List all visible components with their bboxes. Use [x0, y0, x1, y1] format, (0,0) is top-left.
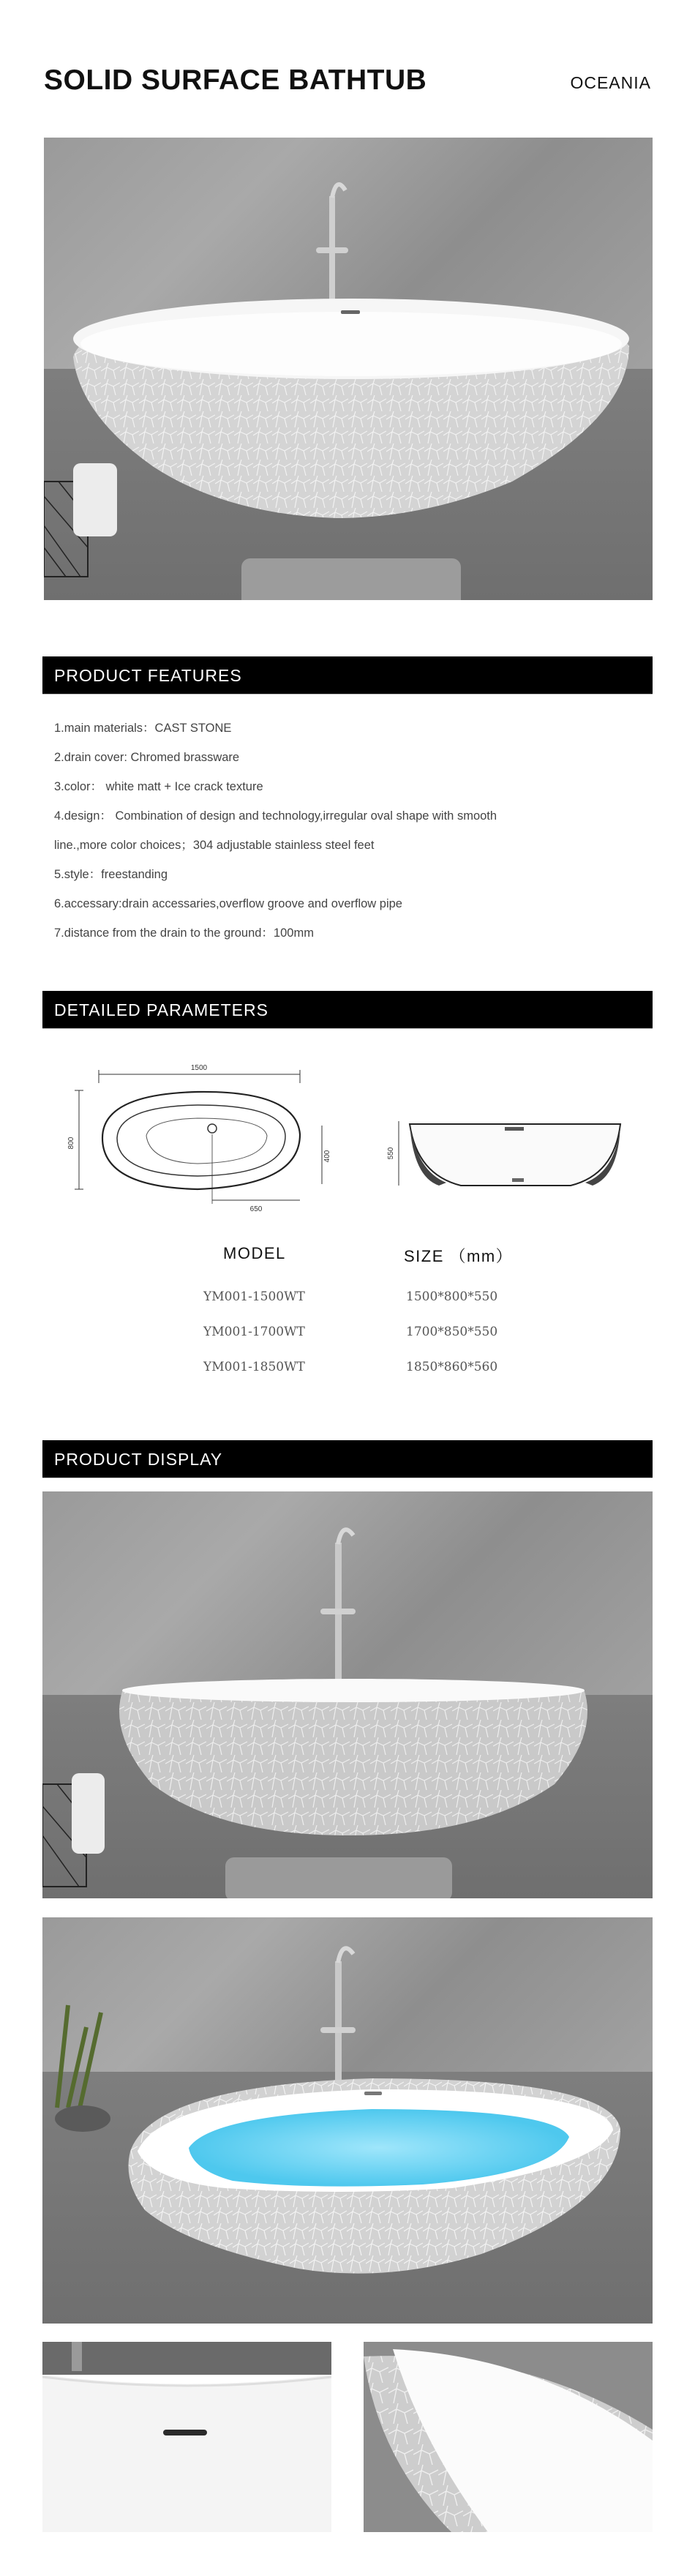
bathtub-illustration: [42, 1917, 653, 2324]
features-list: [54, 714, 497, 948]
display-photo-front: [42, 1491, 653, 1898]
feature-item: 7.distance from the drain to the ground：100mm: [54, 926, 314, 940]
table-cell-model: YM001-1700WT: [203, 1325, 305, 1339]
texture-detail-illustration: [364, 2342, 653, 2532]
table-cell-model: YM001-1850WT: [203, 1360, 305, 1374]
brand-name: OCEANIA: [570, 73, 651, 92]
detail-photo-overflow: [42, 2342, 331, 2532]
section-bar-parameters: [42, 991, 653, 1029]
table-cell-model: YM001-1500WT: [203, 1289, 305, 1304]
feature-item: 3.color： white matt + Ice crack texture: [54, 780, 263, 793]
feature-item: 1.main materials：CAST STONE: [54, 722, 232, 735]
display-photo-angle: [42, 1917, 653, 2324]
section-divider: [42, 1028, 653, 1029]
feature-item: 5.style：freestanding: [54, 868, 168, 881]
table-cell-size: 1850*860*560: [406, 1360, 498, 1374]
top-view-drawing: [67, 1064, 331, 1213]
section-title-parameters: DETAILED PARAMETERS: [54, 1000, 268, 1019]
section-title-display: PRODUCT DISPLAY: [54, 1450, 223, 1469]
section-bar-display: [42, 1440, 653, 1478]
detail-photo-texture: [364, 2342, 653, 2532]
bathtub-illustration: [42, 1491, 653, 1898]
dimension-inner: 400: [323, 1150, 331, 1163]
dimension-width: 800: [67, 1137, 75, 1150]
dimension-length: 1500: [190, 1064, 208, 1072]
page-title: SOLID SURFACE BATHTUB: [44, 64, 427, 96]
technical-drawing: [0, 1054, 695, 1229]
table-cell-size: 1700*850*550: [406, 1325, 498, 1339]
section-bar-features: [42, 656, 653, 694]
bathtub-illustration: [44, 138, 653, 600]
side-view-drawing: [387, 1121, 620, 1186]
dimension-height: 550: [387, 1147, 395, 1160]
feature-item: 4.design： Combination of design and technology,irregular oval shape with smooth: [54, 809, 497, 823]
feature-item: 2.drain cover: Chromed brassware: [54, 751, 240, 764]
section-title-features: PRODUCT FEATURES: [54, 666, 242, 685]
dimension-offset: 650: [249, 1205, 263, 1213]
overflow-detail-illustration: [42, 2342, 331, 2532]
hero-photo: [44, 138, 653, 600]
column-header-model: MODEL: [223, 1244, 286, 1262]
feature-item: 6.accessary:drain accessaries,overflow groove and overflow pipe: [54, 897, 402, 910]
table-cell-size: 1500*800*550: [406, 1289, 498, 1304]
feature-item: line.,more color choices；304 adjustable stainless steel feet: [54, 839, 375, 852]
column-header-size: SIZE （mm）: [404, 1247, 514, 1265]
